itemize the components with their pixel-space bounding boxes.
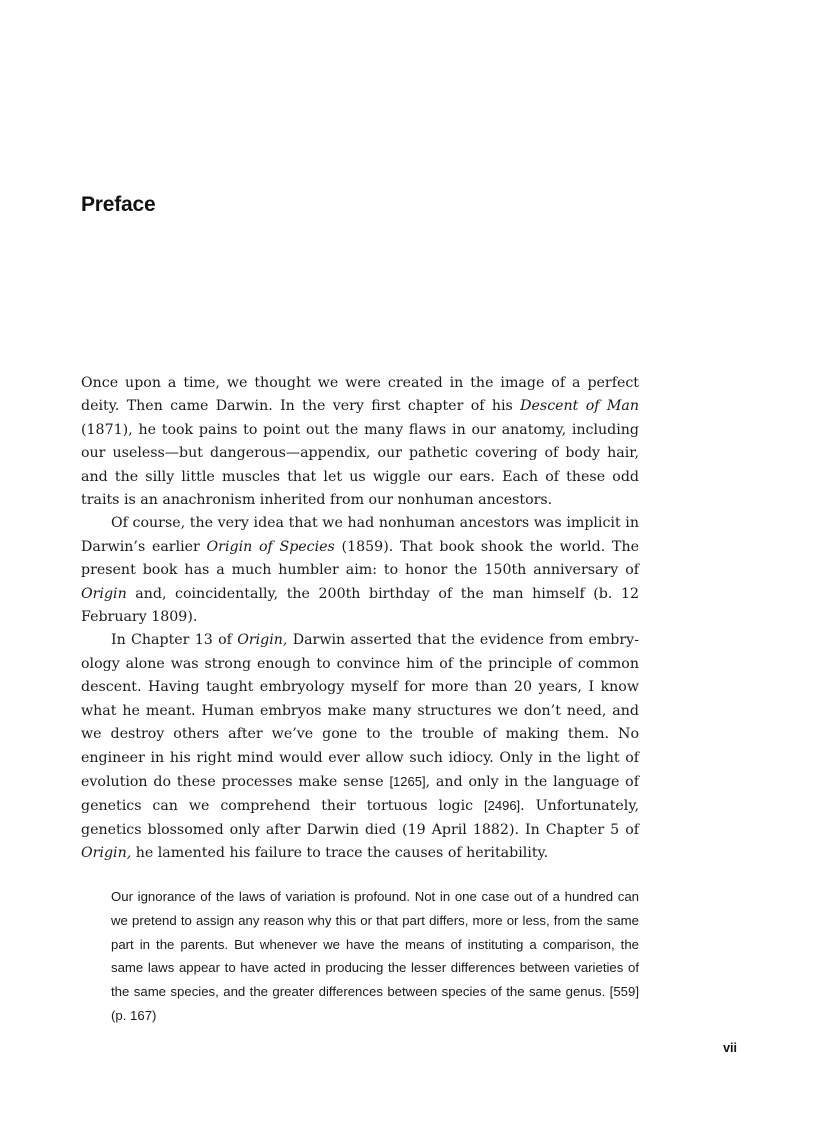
paragraph-3	[81, 629, 639, 865]
paragraph-2	[81, 512, 639, 629]
text-run: Once upon a time, we thought we were created in the image of a perfect deity. Then came Darwin. In the very first chapter of his	[81, 375, 639, 415]
text-run: Of course, the very idea that we had nonhuman ancestors was implicit in Darwin’s earlier	[81, 515, 639, 555]
book-title: Origin,	[237, 632, 288, 649]
block-quote: Our ignorance of the laws of variation is profound. Not in one case out of a hundred can we pretend to assign any reason why this or that part differs, more or less, from the same part in the parents. But whenever we have the means of instituting a comparison, the same laws appear to have acted in producing the lesser differences between varieties of the same species, and the greater differences between species of the same genus. [559] (p. 167)	[111, 889, 639, 1023]
text-run: and, coincidentally, the 200th birthday of the man himself (b. 12 February 1809).	[81, 585, 639, 626]
text-run: (1859). That book shook the world. The present book has a much humbler aim: to honor the 150th anniversary of	[81, 538, 639, 579]
citation-ref: [1265]	[389, 773, 426, 789]
page-number: vii	[723, 1041, 737, 1055]
book-title: Origin,	[81, 845, 132, 862]
book-title: Descent of Man	[520, 398, 639, 415]
citation-ref: [2496]	[484, 798, 521, 814]
paragraph-1	[81, 372, 639, 512]
book-title: Origin of Species	[206, 538, 335, 555]
body-text	[81, 372, 639, 866]
chapter-heading: Preface	[81, 193, 156, 216]
book-title: Origin	[81, 585, 127, 602]
text-run: Darwin asserted that the evidence from embryology alone was strong enough to convince him of the principle of common descent. Having taught embryology myself for more than 20 years, I know what he meant. Human embryos make many structures we don’t need, and we destroy others after we’ve gone to the trouble of making them. No engineer in his right mind would ever allow such idiocy. Only in the light of evolution do these processes make sense	[81, 632, 639, 790]
text-run: (1871), he took pains to point out the many flaws in our anatomy, including our useless—but dangerous—appendix, our pathetic covering of body hair, and the silly little muscles that let us wiggle our ears. Each of these odd traits is an anachronism inherited from our nonhuman ancestors.	[81, 421, 639, 509]
text-run: he lamented his failure to trace the causes of heritability.	[131, 845, 549, 862]
text-run: , and only in the language of genetics can we comprehend their tortuous logic	[81, 773, 639, 815]
text-run: In Chapter 13 of	[111, 632, 238, 649]
text-run: . Unfortunately, genetics blossomed only after Darwin died (19 April 1882). In Chapter 5 of	[81, 798, 639, 838]
